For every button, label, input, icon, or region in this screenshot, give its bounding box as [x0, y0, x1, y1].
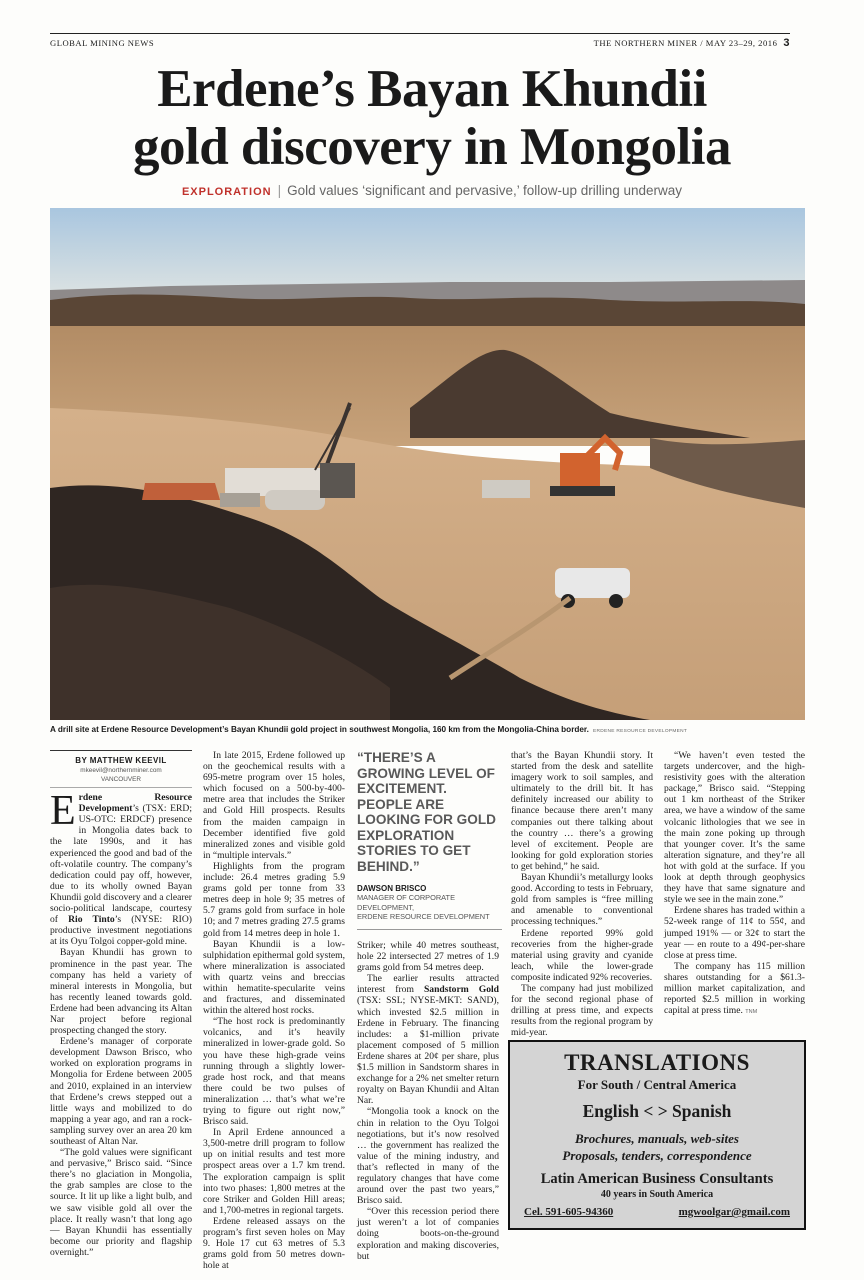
page-number: 3 [783, 37, 790, 49]
article-column-5 [664, 750, 805, 1018]
deck [40, 183, 824, 198]
headline-line-2: gold discovery in Mongolia [132, 118, 731, 176]
pull-quote [357, 750, 502, 930]
sandstorm-paragraph [357, 973, 499, 1106]
paragraph: Erdene shares has traded within a 52-week range of 11¢ to 55¢, and jumped 191% — or 32¢ to start the year — en route to a 49¢-per-share close at press time. [664, 905, 805, 961]
paragraph: Highlights from the program include: 26.4 metres grading 5.9 grams gold per tonne from 33 metres deep in hole 9; 35 metres of 5.7 grams gold from surface in hole 10; and 7 metres grading 27.5 grams gold from 14 metres deep in hole 1. [203, 860, 345, 939]
article-column-2 [203, 750, 345, 1271]
company-name: rdene Resource Development [78, 792, 192, 815]
paragraph-text: (TSX: SSL; NYSE-MKT: SAND), which invested $2.5 million in Erdene in February. The financing includes: a $1-million private placement composed of 5 million Erdene shares at 20¢ per share, plus $1.5 million in Sandstorm shares in exchange for a 2% net smelter return royalty on Bayan Khundii and Altan Nar. [357, 995, 499, 1107]
paragraph: Erdene’s manager of corporate development Dawson Brisco, who worked on exploration programs in Mongolia for Erdene between 2005 and 2010, explained in an interview that Erdene’s crews stepped out a little ways and mobilized to do mapping a year ago, and ran a rock-sampling survey over an area 20 km southeast of Altan Nar. [50, 1036, 192, 1147]
paragraph-text: The company has 115 million shares outstanding for a $61.3-million market capitalization, and reported $2.5 million in working capital at press time. [664, 960, 805, 1017]
paragraph: Bayan Khundii’s metallurgy looks good. According to tests in February, gold from samples is “free milling and amenable to conventional processing techniques.” [511, 872, 653, 928]
paragraph: “Mongolia took a knock on the chin in relation to the Oyu Tolgoi negotiations, but it’s now resolved … the government has realized the value of the mining industry, and that’s reflected in many of the regulatory changes that have come around over the past two years,” Brisco said. [357, 1106, 499, 1207]
kicker: EXPLORATION [181, 186, 272, 198]
paragraph: “We haven’t even tested the targets undercover, and the high-resistivity goes with the alteration package,” Brisco said. “Stepping out 1 km northeast of the Striker area, we have a window of the same volcanic lithologies that we see in the main zone poking up through that younger cover. It’s the same alteration signature, and they’re all hot with gold at the surface. If you look at depth through geophysics they have that same signature and style we see in the main zone.” [664, 750, 805, 906]
article-column-4 [511, 750, 653, 1038]
deck-text: Gold values ‘significant and pervasive,’ follow-up drilling underway [287, 183, 683, 198]
paper-date: THE NORTHERN MINER / MAY 23–29, 2016 [593, 38, 778, 48]
section-label: GLOBAL MINING NEWS [50, 38, 155, 48]
byline [50, 750, 192, 788]
byline-email: mkeevil@northernminer.com [80, 767, 162, 775]
pull-quote-text: “THERE’S A GROWING LEVEL OF EXCITEMENT. PEOPLE ARE LOOKING FOR GOLD EXPLORATION STORIES TO GET BEHIND.” [357, 750, 496, 874]
article-column-3 [357, 940, 499, 1262]
translations-ad [508, 1040, 806, 1230]
photo-credit: ERDENE RESOURCE DEVELOPMENT [592, 729, 688, 734]
paragraph-text: The earlier results attracted interest from [357, 973, 499, 996]
paragraph: Striker; while 40 metres southeast, hole 22 intersected 27 metres of 1.9 grams gold from 54 metres deep. [357, 940, 499, 974]
paper-issue [594, 37, 790, 49]
ad-subtitle: For South / Central America [577, 1077, 737, 1092]
ad-email-link[interactable]: mgwoolgar@gmail.com [678, 1206, 790, 1218]
pull-quote-role-2: ERDENE RESOURCE DEVELOPMENT [357, 912, 490, 922]
paragraph: that’s the Bayan Khundii story. It started from the desk and satellite imagery work to soil samples, and ultimately to the drill bit. It has definitely increased our ability to finance because there aren’t many companies out there talking about the country … there’s a growing level of excitement. People are looking for gold exploration stories to get behind,” he said. [511, 750, 653, 872]
pull-quote-role-1: MANAGER OF CORPORATE DEVELOPMENT, [357, 893, 456, 912]
article-column-1 [50, 750, 192, 1258]
paragraph: Erdene reported 99% gold recoveries from the higher-grade material using gravity and cyanide leach, while the lower-grade composite indicated 92% recoveries. [511, 927, 653, 983]
ad-company: Latin American Business Consultants [540, 1171, 774, 1187]
headline [40, 60, 824, 176]
ad-languages: English < > Spanish [582, 1101, 732, 1121]
paragraph: “The host rock is predominantly volcanics, and it’s heavily mineralized in lower-grade gold. So you have these high-grade veins running through a slightly lower-grade host rock, and that means there could be two pulses of mineralization … that’s what we’re trying to figure out right now,” Brisco said. [203, 1016, 345, 1128]
paragraph: In late 2015, Erdene followed up on the geochemical results with a 695-metre program over 15 holes, which focused on a 500-by-400-metre area that includes the Striker and Gold Hill prospects. Results from the maiden campaign in December identified five gold mineralized zones and visible gold in “multiple intervals.” [203, 750, 345, 861]
paragraph: In April Erdene announced a 3,500-metre drill program to follow up on initial results and test more prospect areas over a 1.7 km trend. The exploration campaign is split into two phases: 1,800 metres at the core Striker and Golden Hill areas; and 1,700-metres in regional targets. [203, 1127, 345, 1216]
drill-site-photo [50, 208, 805, 720]
ad-services-2: Proposals, tenders, correspondence [562, 1148, 752, 1163]
photo-illustration [50, 208, 805, 720]
pull-quote-name: DAWSON BRISCO [357, 884, 427, 893]
caption-text: A drill site at Erdene Resource Development’s Bayan Khundii gold project in southwest Mongolia, 160 km from the Mongolia-China border. [50, 725, 589, 734]
ad-title: TRANSLATIONS [564, 1050, 750, 1075]
last-paragraph [664, 961, 805, 1018]
ad-services [510, 1130, 804, 1164]
drop-cap: E [50, 788, 76, 835]
end-mark: TNM [745, 1009, 758, 1016]
byline-author: BY MATTHEW KEEVIL [50, 750, 192, 766]
paragraph: “Over this recession period there just weren’t a lot of companies doing boots-on-the-ground exploration and making discoveries, but [357, 1206, 499, 1262]
lead-end: ’s (NYSE: RIO) productive investment negotiations at its Oyu Tolgoi copper-gold mine. [50, 914, 192, 948]
headline-line-1: Erdene’s Bayan Khundii [157, 60, 707, 118]
ad-services-1: Brochures, manuals, web-sites [575, 1131, 739, 1146]
lead-paragraph [50, 788, 192, 948]
page-folio [50, 33, 790, 51]
byline-city: VANCOUVER [100, 776, 141, 784]
paragraph: “The gold values were significant and pervasive,” Brisco said. “Since there’s no glaciation in Mongolia, the grab samples are close to the source. It lit up like a light bulb, and we saw visible gold all over the place. It really wasn’t that long ago — Bayan Khundii has essentially become our priority and flagship overnight.” [50, 1147, 192, 1258]
pull-quote-rule [357, 929, 502, 930]
lead-text: ’s (TSX: ERD; US-OTC: ERDCF) presence in Mongolia dates back to the late 1990s, and it has experienced the good and bad of the oft-volatile country. The company’s dedication could pay off, however, due to its wholly owned Bayan Khundii gold discovery and a clearer socio-political landscape, courtesy of [50, 803, 192, 926]
sandstorm-gold: Sandstorm Gold [423, 984, 499, 996]
ad-phone[interactable]: Cel. 591-605-94360 [524, 1206, 614, 1218]
deck-separator: | [277, 183, 282, 198]
rio-tinto: Rio Tinto [68, 914, 115, 926]
paragraph: Bayan Khundii is a low-sulphidation epithermal gold system, where mineralization is associated with quartz veins and breccias within hematite-specularite veins and fractures, and disseminated within the altered host rocks. [203, 938, 345, 1017]
paragraph: Bayan Khundii has grown to prominence in the past year. The company has held a variety of mineral interests in Mongolia, but has recently leaned towards gold. Erdene had been advancing its Altan Nar project before regional prospecting changed the story. [50, 947, 192, 1037]
ad-experience: 40 years in South America [600, 1189, 714, 1200]
photo-caption [50, 725, 810, 734]
paragraph: Erdene released assays on the program’s first seven holes on May 9. Hole 17 cut 63 metres of 5.3 grams gold from 50 metres down-hole at [203, 1215, 345, 1272]
paragraph: The company had just mobilized for the second regional phase of drilling at press time, and expects results from the regional program by mid-year. [511, 982, 653, 1039]
